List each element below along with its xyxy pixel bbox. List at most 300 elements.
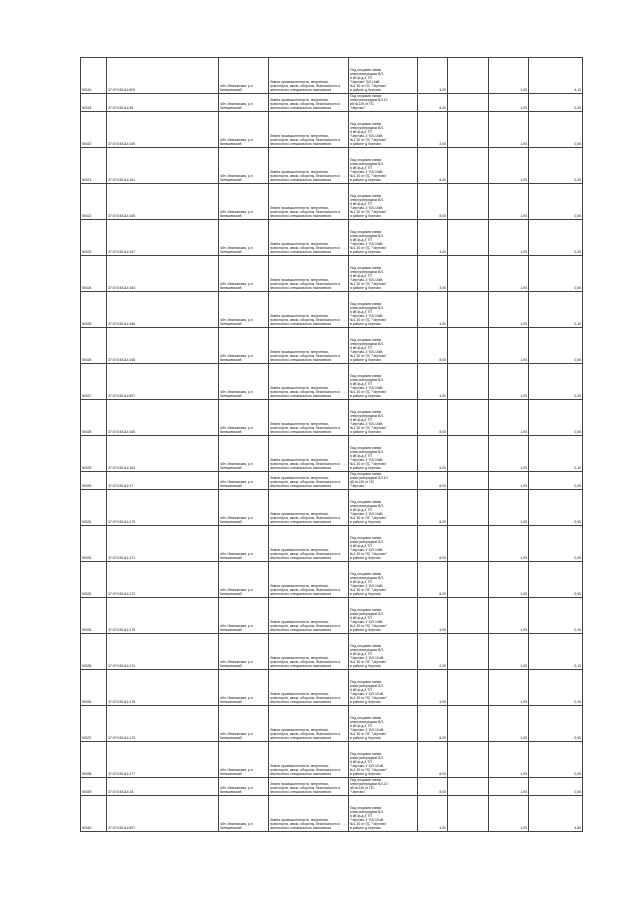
permitted-use-line: №1 30 от ПС "Чертово" xyxy=(350,624,387,629)
permitted-use-line: электропередачи ВЛ- xyxy=(350,377,384,382)
land-category-line: земли иного специального назначения xyxy=(270,772,332,777)
coefficient: 1,00 xyxy=(489,705,529,741)
address: обл. Ивановская, р-н Кинешемский xyxy=(219,489,269,525)
empty-cell xyxy=(448,255,489,291)
land-category-line: Земли промышленности, энергетики, xyxy=(270,170,329,175)
land-category-line: земли иного специального назначения xyxy=(270,628,332,633)
row-number: 50029 xyxy=(81,435,107,471)
permitted-use xyxy=(349,183,418,219)
cadastral-value: 0,05 xyxy=(529,363,583,399)
empty-cell xyxy=(448,435,489,471)
permitted-use xyxy=(349,435,418,471)
permitted-use-line: 6 кВ ф-д-4 ТП xyxy=(350,651,372,656)
permitted-use-line: электропередачи ВЛ- xyxy=(350,809,384,814)
address: обл. Ивановская, р-н Кинешемский xyxy=(219,669,269,705)
land-category-line: земли иного специального назначения xyxy=(270,178,332,183)
cadastral-value: 0,05 xyxy=(529,777,583,795)
address: обл. Ивановская, р-н Кинешемский xyxy=(219,183,269,219)
permitted-use-line: "Чертово-1" ВЛ-10кВ xyxy=(350,350,383,355)
cadastral-value: 4,10 xyxy=(529,58,583,94)
land-category-line: земли иного специального назначения xyxy=(270,484,332,489)
empty-cell xyxy=(448,183,489,219)
row-number: 50027 xyxy=(81,363,107,399)
land-category-line: транспорта, связи, обороны, безопасности и xyxy=(270,552,341,557)
permitted-use-line: электропередачи ВЛ- xyxy=(350,683,384,688)
land-category-line: транспорта, связи, обороны, безопасности и xyxy=(270,624,341,629)
permitted-use-line: электропередачи ВЛ- xyxy=(350,125,384,130)
permitted-use-line: "Чертово-1" ВЛ-10кВ xyxy=(350,314,383,319)
land-category xyxy=(269,94,349,112)
permitted-use-line: электропередачи ВЛ-10 xyxy=(350,475,388,480)
permitted-use-line: кВ №126 от ПС xyxy=(350,480,375,485)
land-category-line: Земли промышленности, энергетики, xyxy=(270,583,329,588)
land-category-line: транспорта, связи, обороны, безопасности и xyxy=(270,768,341,773)
area: 4,00 xyxy=(418,597,448,633)
address: обл. Ивановская, р-н Кинешемский xyxy=(219,525,269,561)
empty-cell xyxy=(448,471,489,489)
address: обл. Ивановская, р-н Кинешемский xyxy=(219,94,269,112)
table-row xyxy=(81,363,583,399)
permitted-use-line: №1 30 от ПС "Чертово" xyxy=(350,462,387,467)
permitted-use-line: электропередачи ВЛ- xyxy=(350,72,384,77)
permitted-use-line: электропередачи ВЛ- xyxy=(350,503,384,508)
cadastral-number: 37:07:040114:174 xyxy=(107,633,219,669)
area: 8,00 xyxy=(418,471,448,489)
land-category-line: транспорта, связи, обороны, безопасности и xyxy=(270,318,341,323)
permitted-use xyxy=(349,777,418,795)
land-category-line: Земли промышленности, энергетики, xyxy=(270,206,329,211)
land-category-line: земли иного специального назначения xyxy=(270,826,332,831)
permitted-use-line: Под опорами линии xyxy=(350,679,382,684)
land-category xyxy=(269,327,349,363)
permitted-use-line: 6 кВ ф-д-4 ТП xyxy=(350,346,372,350)
land-category-line: транспорта, связи, обороны, безопасности и xyxy=(270,462,341,467)
row-number: 50034 xyxy=(81,597,107,633)
permitted-use-line: электропередачи ВЛ- xyxy=(350,413,384,418)
cadastral-value: 0,05 xyxy=(529,399,583,435)
table-row xyxy=(81,291,583,327)
table-row xyxy=(81,399,583,435)
table-row xyxy=(81,795,583,831)
row-number: 50026 xyxy=(81,327,107,363)
cadastral-value: 0,05 xyxy=(529,255,583,291)
area: 8,00 xyxy=(418,561,448,597)
permitted-use-line: Под опорами линии xyxy=(350,445,382,450)
table-row xyxy=(81,597,583,633)
permitted-use-line: Под опорами линии xyxy=(350,229,382,234)
row-number: 50028 xyxy=(81,399,107,435)
cadastral-value: 0,05 xyxy=(529,183,583,219)
cadastral-number: 37:07:040114:172 xyxy=(107,561,219,597)
cadastral-value: 0,05 xyxy=(529,327,583,363)
permitted-use-line: электропередачи ВЛ- xyxy=(350,305,384,310)
permitted-use-line: №1 30 от ПС "Чертово" xyxy=(350,282,387,287)
cadastral-number: 37:07:040114:168 xyxy=(107,327,219,363)
address: обл. Ивановская, р-н Кинешемский xyxy=(219,363,269,399)
land-category xyxy=(269,489,349,525)
permitted-use xyxy=(349,291,418,327)
permitted-use-line: электропередачи ВЛ- xyxy=(350,233,384,238)
row-number: 50039 xyxy=(81,777,107,795)
table-row xyxy=(81,327,583,363)
cadastral-value: 0,10 xyxy=(529,669,583,705)
land-category-line: земли иного специального назначения xyxy=(270,790,332,795)
empty-cell xyxy=(448,363,489,399)
permitted-use-line: Под опорами линии xyxy=(350,715,382,720)
permitted-use-line: 6 кВ ф-д-4 ТП xyxy=(350,723,372,728)
land-category-line: Земли промышленности, энергетики, xyxy=(270,134,329,139)
land-category xyxy=(269,219,349,255)
land-category-line: Земли промышленности, энергетики, xyxy=(270,817,329,822)
coefficient: 1,00 xyxy=(489,561,529,597)
permitted-use-line: в районе д.Чертово xyxy=(350,772,381,777)
cadastral-number: 37:07:040114:173 xyxy=(107,705,219,741)
row-number: 50033 xyxy=(81,561,107,597)
coefficient: 1,00 xyxy=(489,111,529,147)
permitted-use-line: в районе д.Чертово xyxy=(350,322,381,327)
permitted-use-line: 6 кВ ф-д-4 ТП xyxy=(350,759,372,764)
table-row xyxy=(81,183,583,219)
permitted-use-line: "Чертово-1" ВЛ-10 кВ xyxy=(350,727,384,732)
address: обл. Ивановская, р-н Кинешемский xyxy=(219,705,269,741)
permitted-use-line: электропередачи ВЛ-10 xyxy=(350,98,388,103)
land-category xyxy=(269,777,349,795)
cadastral-value: 0,05 xyxy=(529,705,583,741)
permitted-use-line: 6 кВ ф-д-4 ТП xyxy=(350,454,372,458)
table-row xyxy=(81,111,583,147)
permitted-use-line: электропередачи ВЛ- xyxy=(350,611,384,616)
land-category-line: земли иного специального назначения xyxy=(270,88,332,93)
address: обл. Ивановская, р-н Кинешемский xyxy=(219,111,269,147)
permitted-use-line: 6 кВ ф-д-4 ТП xyxy=(350,579,372,584)
row-number: 50023 xyxy=(81,219,107,255)
land-category-line: Земли промышленности, энергетики, xyxy=(270,278,329,283)
permitted-use xyxy=(349,489,418,525)
cadastral-number: 37:07:040114:171 xyxy=(107,525,219,561)
cadastral-number: 37:07:040114:164 xyxy=(107,255,219,291)
address: обл. Ивановская, р-н Кинешемский xyxy=(219,795,269,831)
address: обл. Ивановская, р-н Кинешемский xyxy=(219,291,269,327)
permitted-use xyxy=(349,147,418,183)
area: 4,00 xyxy=(418,291,448,327)
empty-cell xyxy=(448,795,489,831)
permitted-use-line: Под опорами линии xyxy=(350,499,382,504)
permitted-use-line: кВ №126 от ПС xyxy=(350,102,375,107)
table-row xyxy=(81,489,583,525)
land-category xyxy=(269,147,349,183)
land-category-line: Земли промышленности, энергетики, xyxy=(270,80,329,85)
permitted-use-line: в районе д.Чертово xyxy=(350,664,381,669)
land-category-line: транспорта, связи, обороны, безопасности и xyxy=(270,390,341,395)
empty-cell xyxy=(448,741,489,777)
land-category xyxy=(269,705,349,741)
permitted-use-line: Под опорами линии xyxy=(350,607,382,612)
land-category-line: транспорта, связи, обороны, безопасности и xyxy=(270,246,341,251)
permitted-use-line: "Чертово" xyxy=(350,790,366,795)
permitted-use-line: 6 кВ ф-д-4 ТП xyxy=(350,507,372,512)
cadastral-value: 0,05 xyxy=(529,111,583,147)
coefficient: 1,00 xyxy=(489,525,529,561)
permitted-use-line: №1 30 от ПС "Чертово" xyxy=(350,588,387,593)
land-category-line: Земли промышленности, энергетики, xyxy=(270,350,329,355)
address: обл. Ивановская, р-н Кинешемский xyxy=(219,58,269,94)
table-row xyxy=(81,147,583,183)
permitted-use-line: в районе д.Чертово xyxy=(350,520,381,525)
land-category xyxy=(269,363,349,399)
cadastral-value: 0,05 xyxy=(529,741,583,777)
land-category-line: Земли промышленности, энергетики, xyxy=(270,475,329,480)
permitted-use-line: №1 30 от ПС "Чертово" xyxy=(350,516,387,521)
empty-cell xyxy=(448,219,489,255)
land-category-line: земли иного специального назначения xyxy=(270,214,332,219)
coefficient: 1,00 xyxy=(489,58,529,94)
area: 8,00 xyxy=(418,327,448,363)
permitted-use-line: Под опорами линии xyxy=(350,157,382,162)
land-category-line: транспорта, связи, обороны, безопасности и xyxy=(270,174,341,179)
land-category-line: Земли промышленности, энергетики, xyxy=(270,691,329,696)
coefficient: 1,00 xyxy=(489,489,529,525)
table-row xyxy=(81,633,583,669)
land-category-line: транспорта, связи, обороны, безопасности и xyxy=(270,821,341,826)
coefficient: 1,00 xyxy=(489,435,529,471)
cadastral-number: 37:07:040114:507 xyxy=(107,795,219,831)
land-category xyxy=(269,471,349,489)
permitted-use-line: №1 30 от ПС "Чертово" xyxy=(350,318,387,323)
land-category-line: транспорта, связи, обороны, безопасности и xyxy=(270,210,341,215)
land-register-table xyxy=(80,57,583,832)
land-category-line: земли иного специального назначения xyxy=(270,358,332,363)
empty-cell xyxy=(448,633,489,669)
address: обл. Ивановская, р-н Кинешемский xyxy=(219,219,269,255)
permitted-use-line: №1 30 от ПС "Чертово" xyxy=(350,821,387,826)
cadastral-number: 37:07:040114:17 xyxy=(107,471,219,489)
permitted-use-line: "Чертово-1" ВЛ-10 кВ xyxy=(350,817,384,822)
area: 5,00 xyxy=(418,435,448,471)
land-category-line: транспорта, связи, обороны, безопасности и xyxy=(270,785,341,790)
table-row xyxy=(81,58,583,94)
permitted-use-line: 6 кВ ф-д-4 ТП xyxy=(350,274,372,278)
permitted-use-line: "Чертово-1" ВЛ-10кВ xyxy=(350,547,383,552)
permitted-use-line: №1 30 от ПС "Чертово" xyxy=(350,732,387,737)
permitted-use-line: Под опорами линии xyxy=(350,409,382,414)
permitted-use-line: электропередачи ВЛ- xyxy=(350,449,384,454)
land-category-line: транспорта, связи, обороны, безопасности и xyxy=(270,660,341,665)
permitted-use xyxy=(349,327,418,363)
table-row xyxy=(81,471,583,489)
land-category-line: транспорта, связи, обороны, безопасности и xyxy=(270,102,341,107)
row-number: 50025 xyxy=(81,291,107,327)
land-category-line: земли иного специального назначения xyxy=(270,556,332,561)
row-number: 50024 xyxy=(81,255,107,291)
address: обл. Ивановская, р-н Кинешемский xyxy=(219,435,269,471)
coefficient: 1,00 xyxy=(489,471,529,489)
permitted-use-line: "Чертово-1" ВЛ-10 кВ xyxy=(350,655,384,660)
coefficient: 1,00 xyxy=(489,291,529,327)
table-row xyxy=(81,669,583,705)
land-category-line: транспорта, связи, обороны, безопасности и xyxy=(270,588,341,593)
address: обл. Ивановская, р-н Кинешемский xyxy=(219,399,269,435)
permitted-use-line: в районе д.Чертово xyxy=(350,466,381,471)
land-category-line: земли иного специального назначения xyxy=(270,322,332,327)
permitted-use-line: №1 30 от ПС "Чертово" xyxy=(350,210,387,215)
cadastral-value: 0,05 xyxy=(529,94,583,112)
empty-cell xyxy=(448,291,489,327)
coefficient: 1,00 xyxy=(489,147,529,183)
land-category xyxy=(269,561,349,597)
empty-cell xyxy=(448,597,489,633)
land-category-line: Земли промышленности, энергетики, xyxy=(270,619,329,624)
permitted-use-line: "Чертово" xyxy=(350,484,366,489)
land-category-line: транспорта, связи, обороны, безопасности и xyxy=(270,282,341,287)
coefficient: 1,00 xyxy=(489,94,529,112)
land-category-line: Земли промышленности, энергетики, xyxy=(270,98,329,103)
land-category-line: Земли промышленности, энергетики, xyxy=(270,763,329,768)
land-category-line: Земли промышленности, энергетики, xyxy=(270,458,329,463)
cadastral-number: 37:07:040114:160 xyxy=(107,399,219,435)
permitted-use-line: 6 кВ ф-д-4 ТП xyxy=(350,76,372,81)
permitted-use-line: №1 30 от ПС "Чертово" xyxy=(350,768,387,773)
land-category-line: Земли промышленности, энергетики, xyxy=(270,386,329,391)
permitted-use-line: "Чертово-1" ВЛ-10кВ xyxy=(350,134,383,139)
land-category-line: транспорта, связи, обороны, безопасности и xyxy=(270,354,341,359)
permitted-use-line: Под опорами линии xyxy=(350,373,382,378)
area: 8,00 xyxy=(418,183,448,219)
land-category-line: земли иного специального назначения xyxy=(270,736,332,741)
permitted-use-line: 6 кВ ф-д-4 ТП xyxy=(350,166,372,170)
cadastral-value: 0,05 xyxy=(529,471,583,489)
permitted-use-line: кВ №126 от ПС xyxy=(350,785,375,790)
cadastral-value: 0,10 xyxy=(529,597,583,633)
land-category-line: земли иного специального назначения xyxy=(270,520,332,525)
permitted-use-line: Под опорами линии xyxy=(350,193,382,198)
row-number: 50032 xyxy=(81,525,107,561)
permitted-use-line: 6 кВ ф-д-4 ТП xyxy=(350,813,372,818)
permitted-use-line: электропередачи ВЛ- xyxy=(350,539,384,544)
permitted-use-line: Под опорами линии xyxy=(350,265,382,270)
permitted-use-line: Под опорами линии xyxy=(350,805,382,810)
address: обл. Ивановская, р-н Кинешемский xyxy=(219,561,269,597)
coefficient: 1,00 xyxy=(489,363,529,399)
permitted-use-line: Под опорами линии xyxy=(350,571,382,576)
permitted-use-line: в районе д.Чертово xyxy=(350,592,381,597)
land-category xyxy=(269,435,349,471)
permitted-use-line: "Чертово-1" ВЛ-10кВ xyxy=(350,422,383,427)
row-number: 50030 xyxy=(81,471,107,489)
permitted-use-line: электропередачи ВЛ- xyxy=(350,269,384,274)
permitted-use-line: №1 30 от ПС "Чертово" xyxy=(350,390,387,395)
table-row xyxy=(81,255,583,291)
row-number: 50037 xyxy=(81,705,107,741)
coefficient: 1,00 xyxy=(489,777,529,795)
cadastral-number: 37:07:040114:167 xyxy=(107,219,219,255)
land-category-line: транспорта, связи, обороны, безопасности и xyxy=(270,516,341,521)
permitted-use-line: "Чертово-1" ВЛ-10кВ xyxy=(350,583,383,588)
address: обл. Ивановская, р-н Кинешемский xyxy=(219,471,269,489)
cadastral-number: 37:07:040114:175 xyxy=(107,597,219,633)
cadastral-value: 0,05 xyxy=(529,147,583,183)
permitted-use xyxy=(349,363,418,399)
coefficient: 1,00 xyxy=(489,219,529,255)
permitted-use-line: в районе д.Чертово xyxy=(350,826,381,831)
land-category xyxy=(269,58,349,94)
permitted-use xyxy=(349,597,418,633)
permitted-use-line: 6 кВ ф-д-4 ТП xyxy=(350,615,372,620)
cadastral-number: 37:07:040114:177 xyxy=(107,741,219,777)
land-category xyxy=(269,291,349,327)
table-row xyxy=(81,435,583,471)
table-row xyxy=(81,741,583,777)
row-number: 50038 xyxy=(81,741,107,777)
empty-cell xyxy=(448,147,489,183)
permitted-use xyxy=(349,399,418,435)
land-category-line: Земли промышленности, энергетики, xyxy=(270,655,329,660)
address: обл. Ивановская, р-н Кинешемский xyxy=(219,741,269,777)
address: обл. Ивановская, р-н Кинешемский xyxy=(219,147,269,183)
permitted-use-line: "Чертово-1" ВЛ-10 кВ xyxy=(350,763,384,768)
permitted-use-line: Под опорами линии xyxy=(350,121,382,126)
coefficient: 1,00 xyxy=(489,597,529,633)
address: обл. Ивановская, р-н Кинешемский xyxy=(219,633,269,669)
permitted-use-line: 6 кВ ф-д-4 ТП xyxy=(350,543,372,548)
land-category xyxy=(269,741,349,777)
table-row xyxy=(81,705,583,741)
permitted-use xyxy=(349,471,418,489)
permitted-use-line: Под опорами линии xyxy=(350,751,382,756)
area: 8,00 xyxy=(418,525,448,561)
area: 4,00 xyxy=(418,669,448,705)
row-number: 50031 xyxy=(81,489,107,525)
land-category-line: земли иного специального назначения xyxy=(270,286,332,291)
land-category xyxy=(269,597,349,633)
land-category-line: транспорта, связи, обороны, безопасности и xyxy=(270,84,341,89)
land-category-line: Земли промышленности, энергетики, xyxy=(270,781,329,786)
permitted-use-line: "Чертово-1" ВЛ-10кВ xyxy=(350,386,383,391)
permitted-use-line: 6 кВ ф-д-4 ТП xyxy=(350,382,372,386)
table-row xyxy=(81,94,583,112)
land-category-line: земли иного специального назначения xyxy=(270,466,332,471)
table-row xyxy=(81,219,583,255)
permitted-use-line: 6 кВ ф-д-4 ТП xyxy=(350,418,372,422)
permitted-use-line: 6 кВ ф-д-4 ТП xyxy=(350,238,372,242)
permitted-use-line: №1 30 от ПС "Чертово" xyxy=(350,246,387,251)
coefficient: 1,00 xyxy=(489,633,529,669)
area: 3,00 xyxy=(418,219,448,255)
row-number: 50016 xyxy=(81,58,107,94)
cadastral-number: 37:07:040114:163 xyxy=(107,435,219,471)
permitted-use xyxy=(349,561,418,597)
land-category-line: земли иного специального назначения xyxy=(270,430,332,435)
permitted-use-line: 6 кВ ф-д-4 ТП xyxy=(350,687,372,692)
land-category-line: транспорта, связи, обороны, безопасности и xyxy=(270,426,341,431)
cadastral-value: 0,10 xyxy=(529,633,583,669)
empty-cell xyxy=(448,58,489,94)
area: 4,00 xyxy=(418,363,448,399)
permitted-use xyxy=(349,219,418,255)
row-number: 50021 xyxy=(81,147,107,183)
permitted-use-line: в районе д.Чертово xyxy=(350,628,381,633)
permitted-use-line: "Чертово-1" ВЛ-10кВ xyxy=(350,511,383,516)
permitted-use-line: Под опорами линии xyxy=(350,94,382,98)
permitted-use-line: Под опорами линии xyxy=(350,643,382,648)
permitted-use-line: в районе д.Чертово xyxy=(350,556,381,561)
permitted-use-line: электропередачи ВЛ- xyxy=(350,197,384,202)
empty-cell xyxy=(448,111,489,147)
permitted-use xyxy=(349,741,418,777)
permitted-use-line: Под опорами линии xyxy=(350,471,382,476)
land-category-line: земли иного специального назначения xyxy=(270,106,332,111)
permitted-use-line: в районе д.Чертово xyxy=(350,286,381,291)
table-row xyxy=(81,777,583,795)
